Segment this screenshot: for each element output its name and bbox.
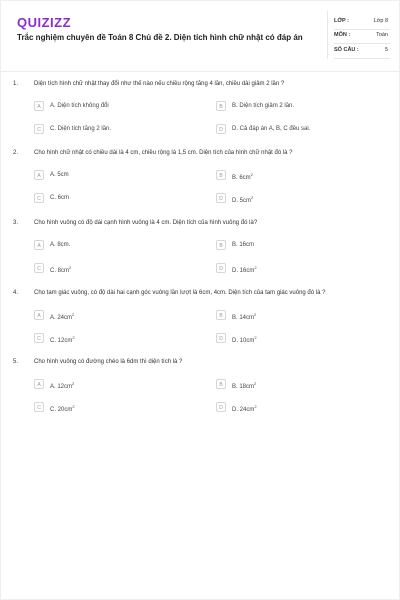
- option-text: B. $18cm^2$: [232, 381, 257, 390]
- quizizz-logo[interactable]: QUIZIZZ: [17, 15, 72, 30]
- option-letter-badge: A: [34, 170, 44, 180]
- option-text: C. 6cm: [50, 195, 70, 201]
- question-number: 2.: [13, 150, 19, 156]
- question-text: Cho hình vuông có độ dài cạnh hình vuông là 4 cm. Diện tích của hình vuông đó là?: [34, 220, 258, 226]
- option-letter-badge: D: [216, 333, 226, 343]
- question-number: 3.: [13, 220, 19, 226]
- option-text: B. Diện tích giảm 2 lần.: [232, 103, 295, 109]
- option-letter-badge: D: [216, 402, 226, 412]
- question-number: 4.: [13, 290, 19, 296]
- option-letter-badge: D: [216, 124, 226, 134]
- unit-superscript: 2: [254, 381, 257, 386]
- question-number: 5.: [13, 359, 19, 365]
- option-letter-badge: B: [216, 379, 226, 389]
- header-divider: [1, 71, 400, 72]
- option-letter-badge: C: [34, 333, 44, 343]
- option-text: D. $10cm^2$: [232, 335, 257, 344]
- question-text: Cho hình chữ nhật có chiều dài là 4 cm, chiều rộng là 1,5 cm. Diện tích của hình chữ nhật đó là ?: [34, 150, 293, 156]
- worksheet-header: [1, 1, 400, 71]
- option-text: D. $16cm^2$: [232, 265, 257, 274]
- option-letter-badge: C: [34, 402, 44, 412]
- meta-value: Lớp 8: [373, 18, 388, 24]
- unit-superscript: 2: [254, 335, 257, 340]
- option-text: D. Cả đáp án A, B, C đều sai.: [232, 126, 311, 132]
- option-letter-badge: C: [34, 124, 44, 134]
- option-text: C. $12cm^2$: [50, 335, 75, 344]
- option-letter-badge: A: [34, 240, 44, 250]
- option-text: A. 5cm: [50, 172, 69, 178]
- unit-superscript: 2: [251, 195, 254, 200]
- option-letter-badge: C: [34, 193, 44, 203]
- option-text: C. $8cm^2$: [50, 265, 72, 274]
- option-letter-badge: B: [216, 101, 226, 111]
- unit-superscript: 2: [254, 404, 257, 409]
- option-letter-badge: A: [34, 310, 44, 320]
- meta-row-class: [334, 15, 392, 29]
- option-letter-badge: A: [34, 101, 44, 111]
- option-text: B. 16cm: [232, 242, 255, 248]
- option-text: A. $24cm^2$: [50, 312, 75, 321]
- option-text: A. 8cm.: [50, 242, 71, 248]
- unit-superscript: 2: [250, 172, 253, 177]
- question-number: 1.: [13, 81, 19, 87]
- question-text: Cho tam giác vuông, có độ dài hai cạnh góc vuông lần lượt là 6cm, 4cm. Diện tích của tam giác vuông đó là ?: [34, 290, 326, 296]
- option-text: A. Diện tích không đổi: [50, 103, 109, 109]
- option-letter-badge: D: [216, 263, 226, 273]
- unit-superscript: 2: [72, 404, 75, 409]
- option-text: C. Diện tích tăng 2 lần.: [50, 126, 112, 132]
- meta-value: Toán: [376, 32, 388, 38]
- meta-key: MÔN :: [334, 32, 351, 38]
- meta-row-subject: [334, 29, 392, 43]
- option-text: B. $6cm^2$: [232, 172, 253, 181]
- meta-value: 5: [384, 47, 388, 53]
- option-letter-badge: B: [216, 240, 226, 250]
- question-text: Cho hình vuông có đường chéo là 6dm thì diện tích là ?: [34, 359, 183, 365]
- worksheet-title: Trắc nghiệm chuyên đề Toán 8 Chủ đề 2. Diện tích hình chữ nhật có đáp án: [17, 33, 303, 42]
- option-text: C. $20cm^2$: [50, 404, 75, 413]
- unit-superscript: 2: [72, 312, 75, 317]
- meta-divider: [334, 58, 390, 59]
- meta-key: SỐ CÂU :: [334, 47, 359, 53]
- unit-superscript: 2: [72, 335, 75, 340]
- unit-superscript: 2: [254, 312, 257, 317]
- meta-key: LỚP :: [334, 18, 349, 24]
- option-letter-badge: B: [216, 170, 226, 180]
- option-letter-badge: B: [216, 310, 226, 320]
- unit-superscript: 2: [72, 381, 75, 386]
- option-text: D. $24cm^2$: [232, 404, 257, 413]
- question-text: Diện tích hình chữ nhật thay đổi như thế nào nếu chiều rộng tăng 4 lần, chiều dài giảm 2 lần ?: [34, 81, 285, 87]
- unit-superscript: 2: [69, 265, 72, 270]
- option-text: B. $14cm^2$: [232, 312, 257, 321]
- worksheet-meta: [327, 11, 392, 59]
- option-letter-badge: A: [34, 379, 44, 389]
- meta-row-count: [334, 44, 392, 58]
- unit-superscript: 2: [254, 265, 257, 270]
- option-letter-badge: D: [216, 193, 226, 203]
- option-letter-badge: C: [34, 263, 44, 273]
- option-text: D. $5cm^2$: [232, 195, 254, 204]
- option-text: A. $12cm^2$: [50, 381, 75, 390]
